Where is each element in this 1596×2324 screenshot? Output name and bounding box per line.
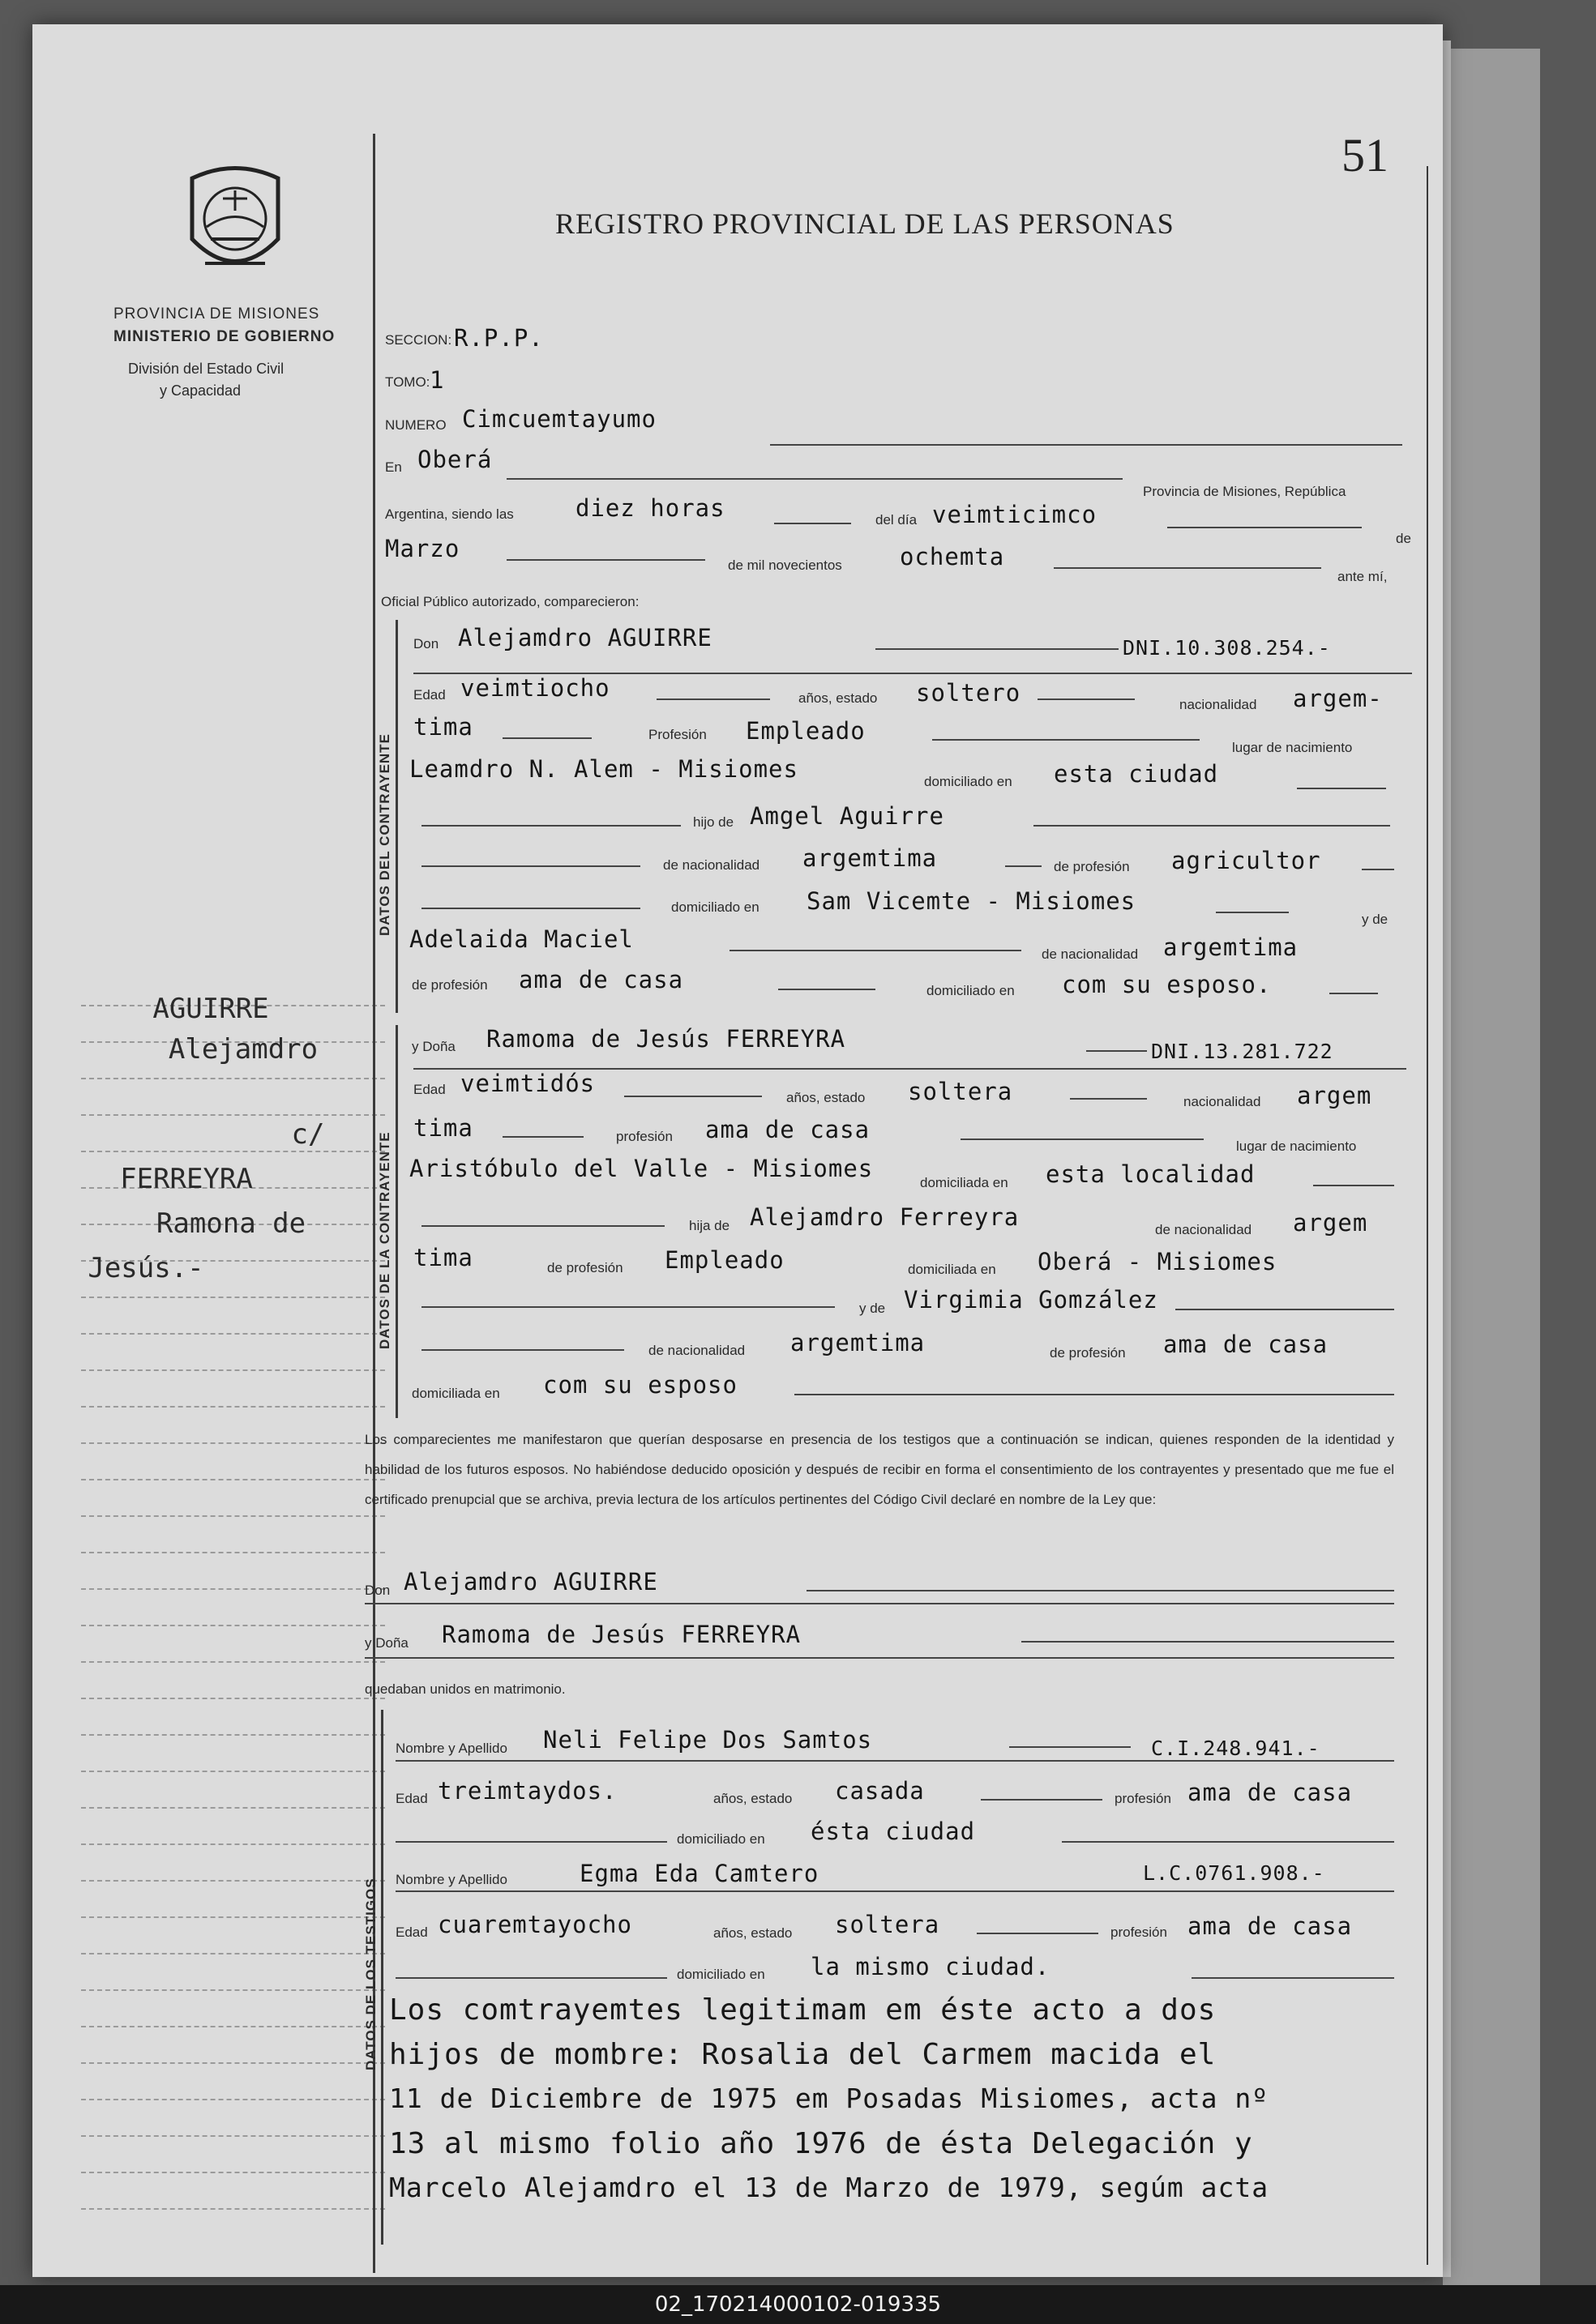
file-id-caption: 02_170214000102-019335 xyxy=(0,2285,1596,2324)
witness-section-label: DATOS DE LOS TESTIGOS xyxy=(363,1878,379,2070)
bride-hija-label: hija de xyxy=(689,1218,730,1233)
bride-father-nat-1: argem xyxy=(1293,1209,1368,1237)
margin-note-surname: AGUIRRE xyxy=(152,993,269,1025)
dia-value: veimticimco xyxy=(932,501,1098,528)
groom-nat-2: tima xyxy=(413,713,473,741)
bride-mother-prof-label: de profesión xyxy=(1050,1345,1126,1361)
bride-domicile: esta localidad xyxy=(1046,1160,1256,1188)
ministry-label: MINISTERIO DE GOBIERNO xyxy=(113,328,336,345)
bride-mother-nat-label: de nacionalidad xyxy=(648,1343,746,1358)
bride-birth: Aristóbulo del Valle - Misiomes xyxy=(409,1155,874,1182)
note-line-1: Los comtrayemtes legitimam em éste acto a dos xyxy=(389,1993,1217,2027)
ante-mi-label: ante mí, xyxy=(1337,569,1388,584)
groom-father-nat-label: de nacionalidad xyxy=(663,857,760,873)
bride-age: veimtidós xyxy=(460,1070,596,1097)
en-value: Oberá xyxy=(417,446,493,473)
margin-note-surname-2: FERREYRA xyxy=(120,1163,253,1195)
w2-id: L.C.0761.908.- xyxy=(1143,1861,1325,1885)
bride-father-prof-label: de profesión xyxy=(547,1260,623,1275)
oficial-label: Oficial Público autorizado, comparecieron: xyxy=(381,594,640,609)
groom-edad-label: Edad xyxy=(413,687,446,703)
groom-mother-prof-label: de profesión xyxy=(412,977,488,993)
bride-nat-1: argem xyxy=(1297,1082,1372,1109)
w2-name-label: Nombre y Apellido xyxy=(396,1872,507,1887)
groom-prof: Empleado xyxy=(746,717,866,745)
tomo-label: TOMO: xyxy=(385,374,430,390)
horas-value: diez horas xyxy=(576,494,725,522)
w1-prof: ama de casa xyxy=(1187,1779,1353,1806)
groom-section-label: DATOS DEL CONTRAYENTE xyxy=(377,733,392,936)
groom-father-prof: agricultor xyxy=(1171,847,1321,874)
groom-mother: Adelaida Maciel xyxy=(409,925,634,953)
w2-dom: la mismo ciudad. xyxy=(811,1953,1050,1980)
bride-section-label: DATOS DE LA CONTRAYENTE xyxy=(377,1131,392,1349)
page-title: REGISTRO PROVINCIAL DE LAS PERSONAS xyxy=(555,207,1175,240)
right-border xyxy=(1427,166,1428,2265)
w2-prof: ama de casa xyxy=(1187,1912,1353,1940)
groom-dom-label: domiciliado en xyxy=(924,774,1012,789)
tomo-value: 1 xyxy=(430,366,445,394)
groom-father-prof-label: de profesión xyxy=(1054,859,1130,874)
mes-value: Marzo xyxy=(385,535,460,562)
bride-father-prof: Empleado xyxy=(665,1246,785,1274)
groom-nat-1: argem- xyxy=(1293,685,1383,712)
margin-note-name-2: Ramona de xyxy=(156,1207,306,1240)
numero-label: NUMERO xyxy=(385,417,447,433)
groom-hijo-label: hijo de xyxy=(693,814,734,830)
w1-dom: ésta ciudad xyxy=(811,1818,976,1845)
w2-dom-label: domiciliado en xyxy=(677,1967,765,1982)
groom-yde-label: y de xyxy=(1362,912,1388,927)
siendo-label: Argentina, siendo las xyxy=(385,506,514,522)
groom-mother-dom: com su esposo. xyxy=(1062,971,1272,998)
groom-state: soltero xyxy=(916,679,1021,707)
groom-dni: DNI.10.308.254.- xyxy=(1123,636,1331,660)
bride-name: Ramoma de Jesús FERREYRA xyxy=(486,1025,846,1053)
w2-name: Egma Eda Camtero xyxy=(580,1860,819,1887)
groom-birth: Leamdro N. Alem - Misiomes xyxy=(409,755,798,783)
de-mil-label: de mil novecientos xyxy=(728,558,842,573)
bride-bracket xyxy=(396,1025,398,1418)
groom-bracket xyxy=(396,620,398,1013)
bride-yde-label: y de xyxy=(859,1301,886,1316)
w1-dom-label: domiciliado en xyxy=(677,1831,765,1847)
provincial-seal-icon xyxy=(182,162,288,284)
bride-anos-label: años, estado xyxy=(786,1090,866,1105)
bride-dni: DNI.13.281.722 xyxy=(1151,1040,1333,1063)
margin-note-c: c/ xyxy=(291,1118,325,1151)
bride-prof-label: profesión xyxy=(616,1129,673,1144)
decl-dona-value: Ramoma de Jesús FERREYRA xyxy=(442,1621,802,1648)
declaration-text: Los comparecientes me manifestaron que querían desposarse en presencia de los testigos que a continuación se indican, quienes responden de la identidad y habilidad de los futuros esposos. No habiéndose deducido oposición y después de recibir en forma el consentimiento de los contrayentes y presentado que me fue el certificado prenupcial que se archiva, previa lectura de los artículos pertinentes del Código Civil declaré en nombre de la Ley que: xyxy=(365,1432,1394,1507)
bride-mother-dom: com su esposo xyxy=(543,1371,738,1399)
note-line-4: 13 al mismo folio año 1976 de ésta Delegación y xyxy=(389,2127,1253,2160)
bride-father: Alejamdro Ferreyra xyxy=(750,1203,1020,1231)
w2-state: soltera xyxy=(835,1911,940,1938)
provincia-label: Provincia de Misiones, República xyxy=(1143,484,1346,499)
groom-mother-nat: argemtima xyxy=(1163,933,1299,961)
w1-id: C.I.248.941.- xyxy=(1151,1737,1320,1760)
bride-father-dom: Oberá - Misiomes xyxy=(1038,1248,1277,1275)
bride-dom-label: domiciliada en xyxy=(920,1175,1008,1190)
groom-anos-label: años, estado xyxy=(798,690,878,706)
en-label: En xyxy=(385,459,402,475)
groom-nac-label: nacionalidad xyxy=(1179,697,1257,712)
decl-don-value: Alejamdro AGUIRRE xyxy=(404,1568,658,1596)
bride-prof: ama de casa xyxy=(705,1116,871,1143)
note-line-2: hijos de mombre: Rosalia del Carmem macida el xyxy=(389,2038,1217,2071)
groom-prof-label: Profesión xyxy=(648,727,707,742)
groom-father-nat: argemtima xyxy=(802,844,938,872)
bride-dona-label: y Doña xyxy=(412,1039,456,1054)
anio-value: ochemta xyxy=(900,543,1005,570)
groom-lugar-label: lugar de nacimiento xyxy=(1232,740,1353,755)
w1-name: Neli Felipe Dos Samtos xyxy=(543,1726,873,1754)
province-label: PROVINCIA DE MISIONES xyxy=(113,305,320,323)
bride-edad-label: Edad xyxy=(413,1082,446,1097)
bride-mother: Virgimia Gomzález xyxy=(904,1286,1158,1314)
bride-lugar-label: lugar de nacimiento xyxy=(1236,1139,1357,1154)
seccion-label: SECCION: xyxy=(385,332,452,348)
witness-bracket xyxy=(381,1710,383,2245)
bride-father-nat-label: de nacionalidad xyxy=(1155,1222,1252,1237)
margin-note-name: Alejamdro xyxy=(168,1033,319,1066)
w2-anos-label: años, estado xyxy=(713,1925,793,1941)
groom-father: Amgel Aguirre xyxy=(750,802,944,830)
bride-father-dom-label: domiciliada en xyxy=(908,1262,996,1277)
groom-domicile: esta ciudad xyxy=(1054,760,1219,788)
bride-state: soltera xyxy=(908,1078,1013,1105)
groom-father-dom: Sam Vicemte - Misiomes xyxy=(807,887,1136,915)
bride-father-nat-2: tima xyxy=(413,1244,473,1271)
w2-age: cuaremtayocho xyxy=(438,1911,632,1938)
de-label: de xyxy=(1396,531,1411,546)
groom-mother-nat-label: de nacionalidad xyxy=(1042,946,1139,962)
decl-don-label: Don xyxy=(365,1583,391,1598)
note-line-5: Marcelo Alejamdro el 13 de Marzo de 1979, segúm acta xyxy=(389,2172,1269,2203)
w1-name-label: Nombre y Apellido xyxy=(396,1741,507,1756)
w1-prof-label: profesión xyxy=(1115,1791,1171,1806)
w1-edad-label: Edad xyxy=(396,1791,428,1806)
division-label: División del Estado Civil xyxy=(128,361,285,377)
w1-age: treimtaydos. xyxy=(438,1777,618,1805)
groom-father-dom-label: domiciliado en xyxy=(671,899,759,915)
bride-nat-2: tima xyxy=(413,1114,473,1142)
quedaban-label: quedaban unidos en matrimonio. xyxy=(365,1681,566,1697)
w2-prof-label: profesión xyxy=(1110,1925,1167,1940)
groom-name: Alejamdro AGUIRRE xyxy=(458,624,712,651)
del-dia-label: del día xyxy=(875,512,918,528)
page-stack-edge xyxy=(1443,49,1540,2285)
w2-edad-label: Edad xyxy=(396,1925,428,1940)
margin-note-name-3: Jesús.- xyxy=(88,1252,204,1284)
w1-state: casada xyxy=(835,1777,925,1805)
groom-age: veimtiocho xyxy=(460,674,610,702)
division-label-2: y Capacidad xyxy=(160,382,242,399)
groom-don-label: Don xyxy=(413,636,439,651)
w1-anos-label: años, estado xyxy=(713,1791,793,1806)
bride-mother-nat: argemtima xyxy=(790,1329,926,1356)
note-line-3: 11 de Diciembre de 1975 em Posadas Misiomes, acta nº xyxy=(389,2083,1269,2114)
groom-mother-dom-label: domiciliado en xyxy=(926,983,1015,998)
seccion-value: R.P.P. xyxy=(454,324,544,352)
groom-mother-prof: ama de casa xyxy=(519,966,684,993)
bride-nac-label: nacionalidad xyxy=(1183,1094,1261,1109)
numero-value: Cimcuemtayumo xyxy=(462,405,657,433)
bride-mother-prof: ama de casa xyxy=(1163,1331,1329,1358)
folio-number: 51 xyxy=(1341,129,1388,182)
decl-dona-label: y Doña xyxy=(365,1635,409,1651)
bride-mother-dom-label: domiciliada en xyxy=(412,1386,500,1401)
